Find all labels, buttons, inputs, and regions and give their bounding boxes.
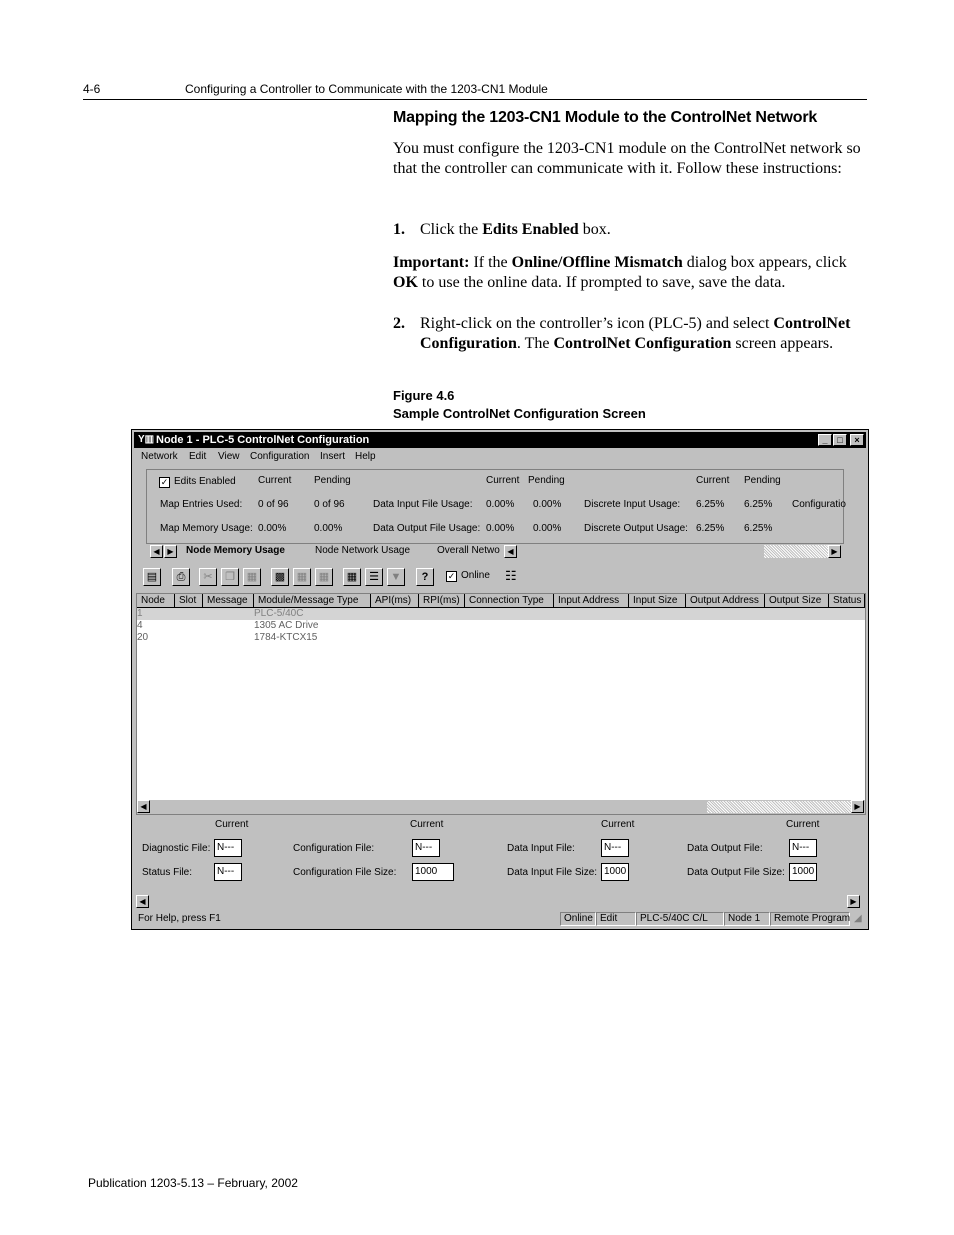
status-file-label: Status File: <box>142 867 193 878</box>
map-entries-pending: 0 of 96 <box>314 499 345 510</box>
paste-icon[interactable]: ▦ <box>243 568 261 586</box>
status-processor: PLC-5/40C C/L <box>636 912 724 926</box>
data-input-usage-current: 0.00% <box>486 499 515 510</box>
edits-enabled-checkbox[interactable]: ✓ <box>160 477 169 487</box>
current-header-3: Current <box>696 475 730 486</box>
step-1-number: 1. <box>393 221 405 238</box>
col-input-size[interactable]: Input Size <box>629 594 686 608</box>
current-label-dataout: Current <box>786 819 820 830</box>
step-2-number: 2. <box>393 315 405 332</box>
step-2: Right-click on the controller’s icon (PLC-5) and select ControlNet Configuration. The ControlNet Configuration screen appears. <box>420 315 851 352</box>
hscroll-right-icon[interactable]: ▶ <box>828 545 841 558</box>
map-entries-label: Map Entries Used: <box>160 499 243 510</box>
col-message[interactable]: Message <box>203 594 254 608</box>
file-settings-panel <box>136 819 856 901</box>
status-node: Node 1 <box>724 912 770 926</box>
window-title: Node 1 - PLC-5 ControlNet Configuration <box>156 434 370 446</box>
menu-edit[interactable]: Edit <box>189 451 207 462</box>
online-checkbox[interactable]: ✓ <box>447 571 456 581</box>
download-icon[interactable]: ▼ <box>387 568 405 586</box>
discrete-output-pending: 6.25% <box>744 523 773 534</box>
map-memory-pending: 0.00% <box>314 523 343 534</box>
pending-header-2: Pending <box>528 475 565 486</box>
module-map-icon[interactable]: ▦ <box>315 568 333 586</box>
page-number: 4-6 <box>83 82 101 96</box>
current-label-diag: Current <box>215 819 249 830</box>
map-memory-current: 0.00% <box>258 523 287 534</box>
row-type[interactable]: 1784-KTCX15 <box>254 632 318 643</box>
table-scroll-right-icon[interactable]: ▶ <box>851 800 864 813</box>
menu-view[interactable]: View <box>218 451 240 462</box>
resize-grip-icon[interactable]: ◢ <box>854 913 862 924</box>
figure-number: Figure 4.6 <box>393 388 455 403</box>
discrete-output-current: 6.25% <box>696 523 725 534</box>
figure-caption: Sample ControlNet Configuration Screen <box>393 406 646 421</box>
status-online: Online <box>560 912 596 926</box>
table-hscrollbar[interactable] <box>137 800 865 814</box>
tab-scroll-right-icon[interactable]: ▶ <box>164 545 177 558</box>
row-node[interactable]: 20 <box>137 632 149 643</box>
data-input-usage-label: Data Input File Usage: <box>373 499 473 510</box>
module-io-icon[interactable]: ▦ <box>293 568 311 586</box>
col-module-message-type[interactable]: Module/Message Type <box>254 594 371 608</box>
diagnostic-file-field[interactable]: N--- <box>214 839 242 857</box>
data-output-usage-current: 0.00% <box>486 523 515 534</box>
cut-icon[interactable]: ✂ <box>199 568 217 586</box>
menu-help[interactable]: Help <box>355 451 376 462</box>
footer-publication: Publication 1203-5.13 – February, 2002 <box>88 1176 298 1190</box>
pending-header-3: Pending <box>744 475 781 486</box>
row-type[interactable]: 1305 AC Drive <box>254 620 319 631</box>
header-rule <box>83 99 867 100</box>
data-output-file-label: Data Output File: <box>687 843 763 854</box>
table-scroll-track[interactable] <box>707 801 851 813</box>
important-note: Important: If the Online/Offline Mismatch dialog box appears, click OK to use the online data. If prompted to save, save the data. <box>393 254 847 291</box>
data-input-file-field[interactable]: N--- <box>601 839 629 857</box>
data-input-file-size-label: Data Input File Size: <box>507 867 598 878</box>
tab-strip <box>148 544 842 559</box>
tab-node-network-usage[interactable]: Node Network Usage <box>315 545 411 556</box>
data-output-file-field[interactable]: N--- <box>789 839 817 857</box>
bottom-scroll-left-icon[interactable]: ◀ <box>136 895 149 908</box>
configuration-file-label: Configuration File: <box>293 843 375 854</box>
discrete-output-label: Discrete Output Usage: <box>584 523 688 534</box>
row-node[interactable]: 4 <box>137 620 143 631</box>
hscroll-track[interactable] <box>764 545 828 558</box>
tab-overall-network[interactable]: Overall Netwo <box>437 545 500 556</box>
module-properties-icon[interactable]: ▩ <box>271 568 289 586</box>
bottom-hscrollbar[interactable] <box>136 895 860 908</box>
row-type[interactable]: PLC-5/40C <box>254 608 304 619</box>
section-heading: Mapping the 1203-CN1 Module to the ControlNet Network <box>393 109 818 126</box>
status-file-field[interactable]: N--- <box>214 863 242 881</box>
col-node[interactable]: Node <box>137 594 175 608</box>
controlnet-config-window <box>131 429 869 930</box>
col-input-address[interactable]: Input Address <box>554 594 629 608</box>
map-entries-current: 0 of 96 <box>258 499 289 510</box>
configuration-file-field[interactable]: N--- <box>412 839 440 857</box>
col-status[interactable]: Status <box>829 594 865 608</box>
col-output-address[interactable]: Output Address <box>686 594 765 608</box>
configuration-file-size-label: Configuration File Size: <box>293 867 397 878</box>
module-table <box>136 593 866 815</box>
tab-node-memory-usage[interactable]: Node Memory Usage <box>186 545 285 556</box>
network-icon[interactable]: ☷ <box>505 568 517 583</box>
usage-panel <box>146 469 844 544</box>
hscroll-left-icon[interactable]: ◀ <box>504 545 517 558</box>
row-node[interactable]: 1 <box>137 608 143 619</box>
col-slot[interactable]: Slot <box>175 594 203 608</box>
copy-icon[interactable]: ❐ <box>221 568 239 586</box>
menu-configuration[interactable]: Configuration <box>250 451 310 462</box>
current-label-config: Current <box>410 819 444 830</box>
data-output-usage-pending: 0.00% <box>533 523 562 534</box>
app-icon: Y▥ <box>138 434 155 445</box>
col-rpi[interactable]: RPI(ms) <box>419 594 465 608</box>
status-edit: Edit <box>596 912 636 926</box>
selected-row-highlight <box>137 608 865 620</box>
minimize-icon[interactable]: _ <box>818 434 832 446</box>
status-help-text: For Help, press F1 <box>138 913 221 924</box>
status-mode: Remote Program <box>770 912 850 926</box>
discrete-input-label: Discrete Input Usage: <box>584 499 681 510</box>
online-label: Online <box>461 570 490 581</box>
configuration-cut-label: Configuratio <box>792 499 846 510</box>
maximize-icon[interactable]: □ <box>833 434 847 446</box>
col-connection-type[interactable]: Connection Type <box>465 594 554 608</box>
data-input-usage-pending: 0.00% <box>533 499 562 510</box>
data-output-file-size-field[interactable]: 1000 <box>789 863 817 881</box>
discrete-input-current: 6.25% <box>696 499 725 510</box>
tab-scroll-left-icon[interactable]: ◀ <box>150 545 163 558</box>
current-header-1: Current <box>258 475 292 486</box>
data-input-file-label: Data Input File: <box>507 843 575 854</box>
current-header-2: Current <box>486 475 520 486</box>
network-tree-icon[interactable]: ☰ <box>365 568 383 586</box>
data-output-file-size-label: Data Output File Size: <box>687 867 785 878</box>
close-icon[interactable]: × <box>850 434 864 446</box>
intro-paragraph: You must configure the 1203-CN1 module on the ControlNet network so that the controller can communicate with it. Follow these instructions: <box>393 140 861 177</box>
menu-network[interactable]: Network <box>141 451 178 462</box>
title-bar[interactable] <box>134 432 866 448</box>
save-icon[interactable]: ▤ <box>143 568 161 586</box>
col-api[interactable]: API(ms) <box>371 594 419 608</box>
table-scroll-left-icon[interactable]: ◀ <box>137 800 150 813</box>
pending-header-1: Pending <box>314 475 351 486</box>
print-icon[interactable]: ⎙ <box>172 568 190 586</box>
help-pointer-icon[interactable]: ? <box>416 568 434 586</box>
data-input-file-size-field[interactable]: 1000 <box>601 863 629 881</box>
diagnostic-file-label: Diagnostic File: <box>142 843 211 854</box>
network-config-icon[interactable]: ▦ <box>343 568 361 586</box>
bottom-scroll-right-icon[interactable]: ▶ <box>847 895 860 908</box>
step-1: Click the Edits Enabled box. <box>420 221 611 238</box>
current-label-datain: Current <box>601 819 635 830</box>
menu-insert[interactable]: Insert <box>320 451 346 462</box>
configuration-file-size-field[interactable]: 1000 <box>412 863 454 881</box>
running-title: Configuring a Controller to Communicate with the 1203-CN1 Module <box>185 82 548 96</box>
map-memory-label: Map Memory Usage: <box>160 523 253 534</box>
col-output-size[interactable]: Output Size <box>765 594 829 608</box>
data-output-usage-label: Data Output File Usage: <box>373 523 481 534</box>
discrete-input-pending: 6.25% <box>744 499 773 510</box>
edits-enabled-label: Edits Enabled <box>174 476 236 487</box>
